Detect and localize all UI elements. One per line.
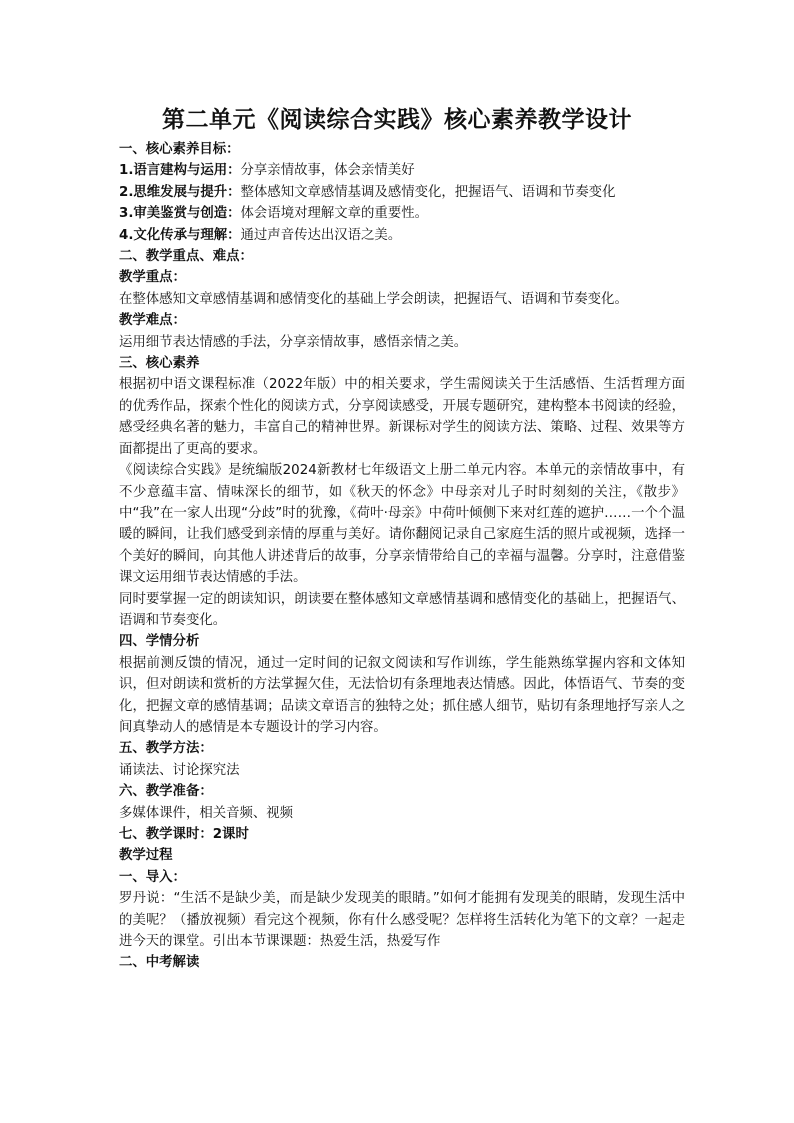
paragraph: 根据前测反馈的情况，通过一定时间的记叙文阅读和写作训练，学生能熟练掌握内容和文体知识，但对朗读和赏析的方法掌握欠佳，无法恰切有条理地表达情感。因此，体悟语气、节奏的变化，把握文章的感情基调；品读文章语言的独特之处；抓住感人细节，贴切有条理地抒写亲人之间真挚动人的感情是本专题设计的学习内容。 [119, 655, 685, 735]
section-heading-core-literacy: 三、核心素养 [119, 356, 200, 372]
subheading-exam-analysis: 二、中考解读 [119, 955, 200, 971]
preparation-text: 多媒体课件，相关音频、视频 [119, 805, 294, 821]
objective-label: 3.审美鉴赏与创造： [119, 206, 241, 222]
objective-text: 整体感知文章感情基调及感情变化，把握语气、语调和节奏变化 [240, 184, 616, 200]
key-points-label: 教学重点： [119, 270, 186, 286]
difficulty-text: 运用细节表达情感的手法，分享亲情故事，感悟亲情之美。 [119, 334, 468, 350]
objective-text: 分享亲情故事，体会亲情美好 [240, 163, 415, 179]
objective-text: 通过声音传达出汉语之美。 [240, 227, 402, 243]
paragraph: 根据初中语文课程标准（2022年版）中的相关要求，学生需阅读关于生活感悟、生活哲理方面的优秀作品，探索个性化的阅读方式，分享阅读感受，开展专题研究，建构整本书阅读的经验，感受经典名著的魅力，丰富自己的精神世界。新课标对学生的阅读方法、策略、过程、效果等方面都提出了更高的要求。 [119, 377, 685, 457]
paragraph: 《阅读综合实践》是统编版2024新教材七年级语文上册二单元内容。本单元的亲情故事中，有不少意蕴丰富、情味深长的细节，如《秋天的怀念》中母亲对儿子时时刻刻的关注，《散步》中“我”在一家人出现“分歧”时的犹豫，《荷叶·母亲》中荷叶倾侧下来对红莲的遮护……一个个温暖的瞬间，让我们感受到亲情的厚重与美好。请你翻阅记录自己家庭生活的照片或视频，选择一个美好的瞬间，向其他人讲述背后的故事，分享亲情带给自己的幸福与温馨。分享时，注意借鉴课文运用细节表达情感的手法。 [119, 463, 685, 586]
document-body [119, 139, 685, 974]
section-heading-learner-analysis: 四、学情分析 [119, 634, 200, 650]
section-heading-preparation: 六、教学准备： [119, 784, 213, 800]
class-hours-line [119, 824, 685, 845]
section-heading-key-points: 二、教学重点、难点： [119, 249, 253, 265]
section-heading-class-hours: 七、教学课时： [119, 827, 213, 842]
difficulty-label: 教学难点： [119, 313, 186, 329]
document-title: 第二单元《阅读综合实践》核心素养教学设计 [162, 107, 632, 133]
subheading-introduction: 一、导入： [119, 869, 186, 885]
class-hours-text: 2课时 [212, 827, 249, 842]
section-heading-methods: 五、教学方法： [119, 741, 213, 757]
methods-text: 诵读法、讨论探究法 [119, 762, 240, 778]
objective-item [119, 225, 685, 246]
objective-item [119, 160, 685, 181]
paragraph: 罗丹说：“生活不是缺少美，而是缺少发现美的眼睛。”如何才能拥有发现美的眼睛，发现生活中的美呢？（播放视频）看完这个视频，你有什么感受呢？怎样将生活转化为笔下的文章？一起走进今天的课堂。引出本节课课题：热爱生活，热爱写作 [119, 891, 685, 950]
objective-label: 4.文化传承与理解： [119, 227, 241, 243]
key-points-text: 在整体感知文章感情基调和感情变化的基础上学会朗读，把握语气、语调和节奏变化。 [119, 291, 628, 307]
objective-text: 体会语境对理解文章的重要性。 [240, 206, 428, 222]
section-heading-objectives: 一、核心素养目标： [119, 142, 240, 157]
section-heading-process: 教学过程 [119, 848, 173, 864]
paragraph: 同时要掌握一定的朗读知识，朗读要在整体感知文章感情基调和感情变化的基础上，把握语气、语调和节奏变化。 [119, 591, 685, 628]
objective-label: 2.思维发展与提升： [119, 184, 241, 200]
objective-label: 1.语言建构与运用： [119, 163, 241, 179]
objective-item [119, 203, 685, 224]
objective-item [119, 182, 685, 203]
